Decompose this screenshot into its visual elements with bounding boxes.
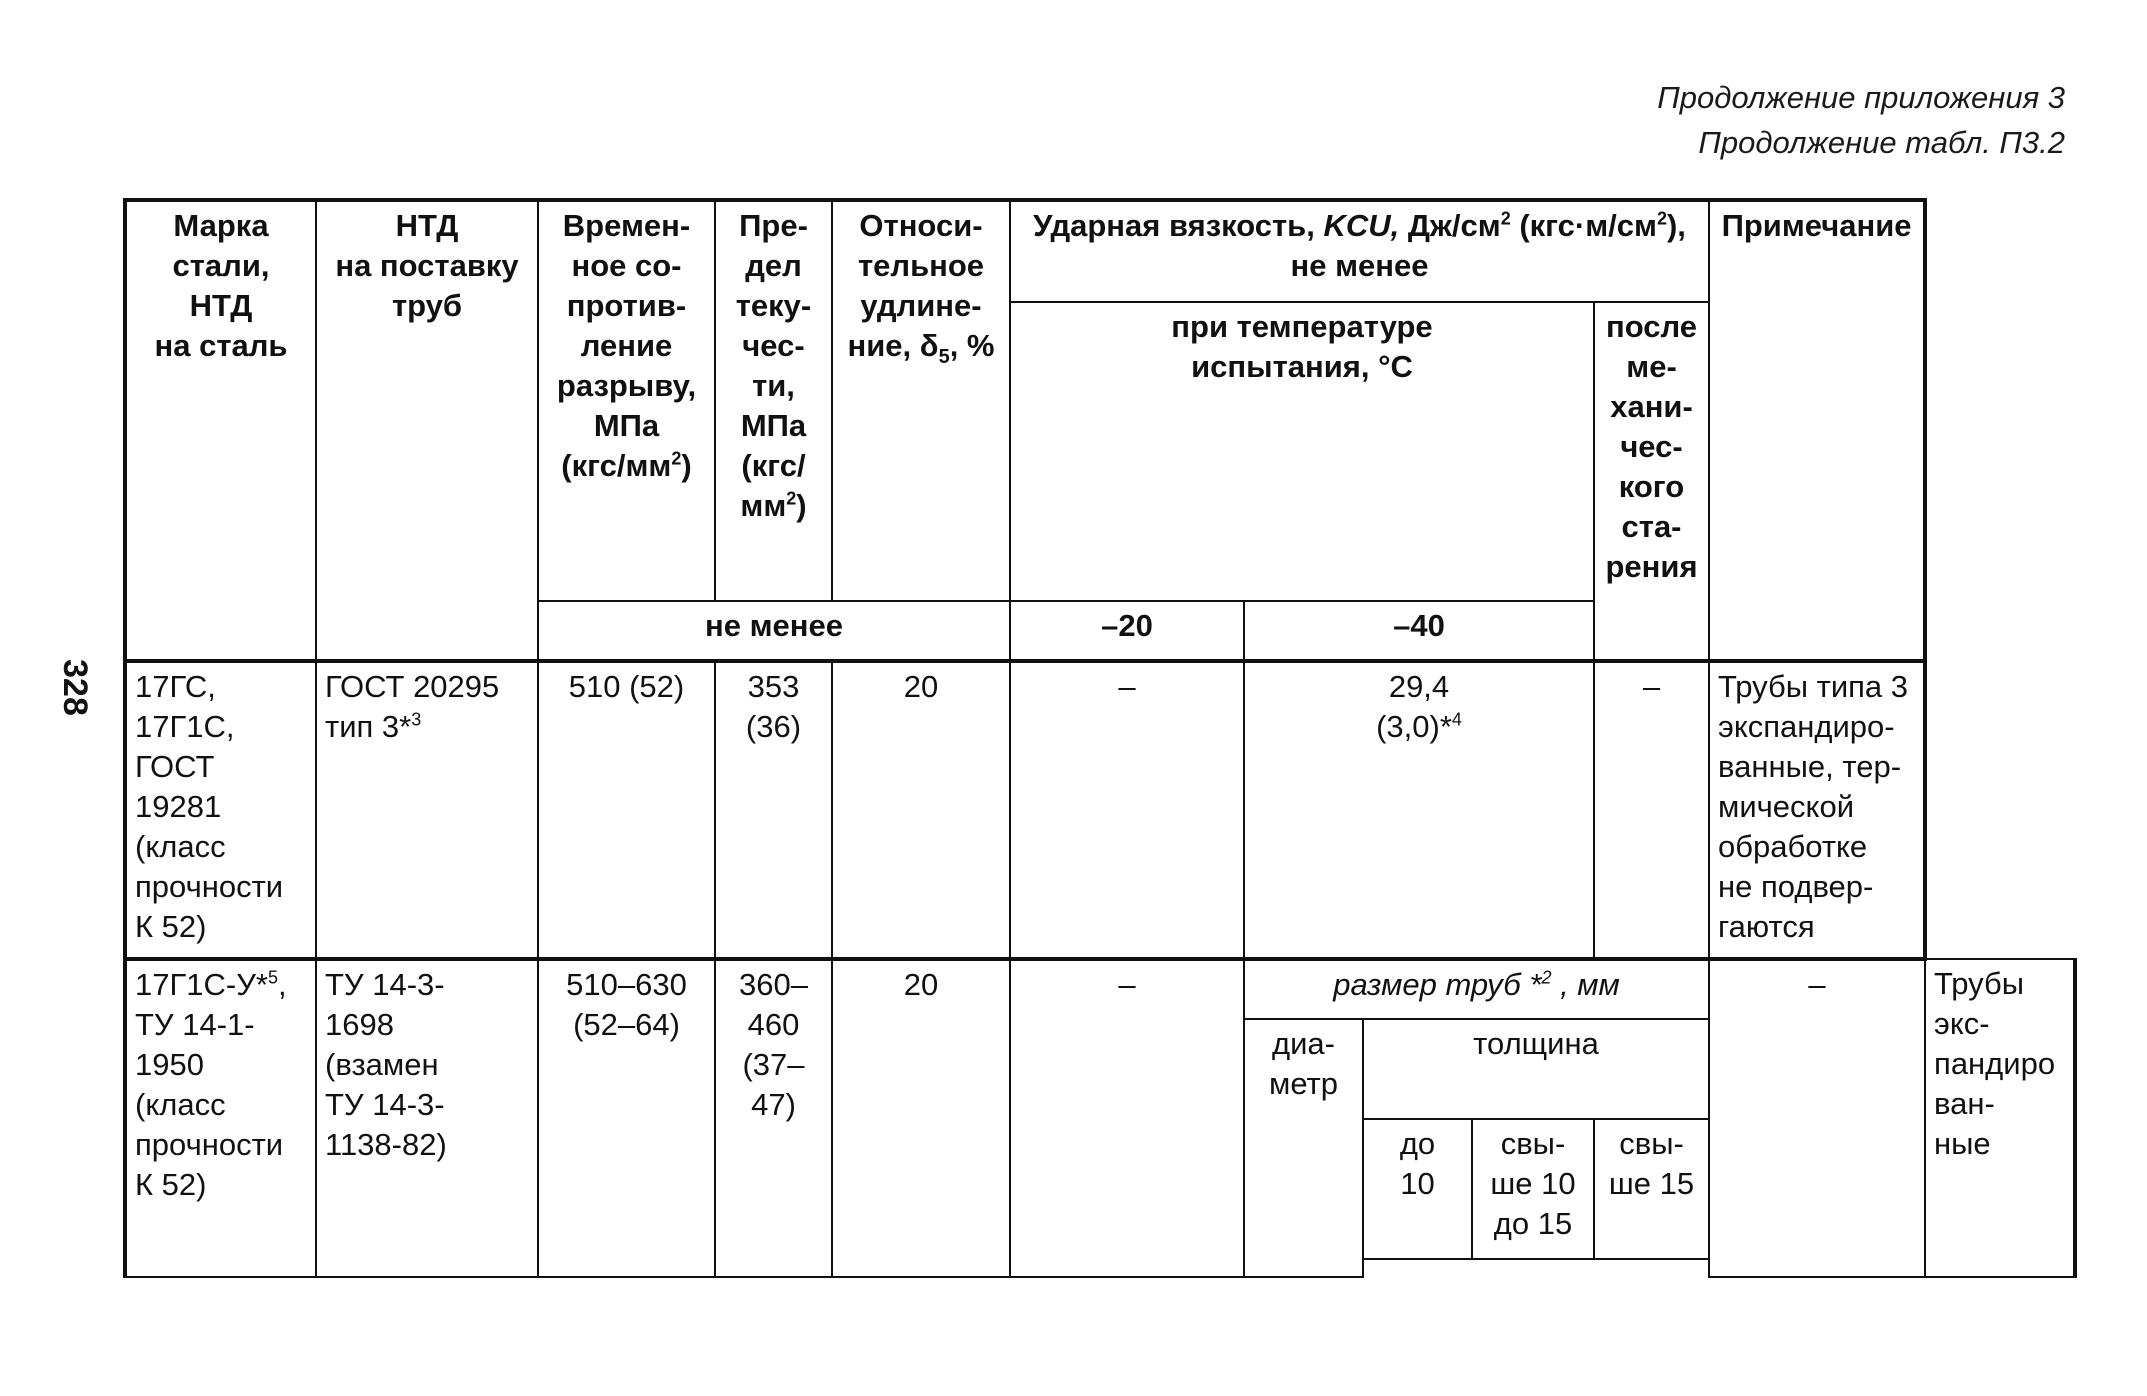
row2-elongation: 20 [832,959,1010,1278]
header-elongation: Относи- тельное удлине- ние, $\delta_5$, % [832,200,1010,601]
row1-impact-minus20: – [1010,661,1244,959]
header-impact-toughness: Ударная вязкость, KCU, $Дж/см^2$ $(кгс\cdot м/см^2)$, не менее [1010,200,1709,302]
header-tensile: Времен- ное со- против- ление разрыву, МПа $(кгс/мм^2)$ [538,200,715,601]
row1-note: Трубы типа 3 экспандиро- ванные, тер- мической обработке не подвер- гаются [1709,661,1925,959]
row2-impact-minus20: – [1010,959,1244,1278]
header-yield: Пре- дел теку- чес- ти, МПа (кгс/ $мм^2$) [715,200,832,601]
row2-grade: 17Г1С-У*$^5$, ТУ 14-1- 1950 (класс прочности К 52) [125,959,316,1278]
row2-tensile: 510–630 (52–64) [538,959,715,1278]
header-test-temperature: при температуре испытания, °С [1010,302,1594,601]
page-number: 328 [55,659,94,716]
steel-properties-table [123,198,2077,1278]
row1-elongation: 20 [832,661,1010,959]
row2-thickness: толщина [1363,1019,1709,1119]
row1-grade: 17ГС, 17Г1С, ГОСТ 19281 (класс прочности К 52) [125,661,316,959]
row2-after-aging: – [1709,959,1925,1278]
header-temp-minus40: –40 [1244,601,1594,661]
header-grade: Марка стали, НТД на сталь [125,200,316,661]
row1-yield: 353 (36) [715,661,832,959]
row2-thickness-upto10: до 10 [1363,1119,1472,1259]
header-temp-minus20: –20 [1010,601,1244,661]
row1-tensile: 510 (52) [538,661,715,959]
row2-pipe-size: размер труб *$^2$ , мм [1244,959,1709,1019]
header-note: Примечание [1709,200,1925,661]
row2-diameter: диа- метр [1244,1019,1363,1278]
row2-ntd: ТУ 14-3- 1698 (взамен ТУ 14-3- 1138-82) [316,959,538,1278]
row2-yield: 360– 460 (37– 47) [715,959,832,1278]
caption-table-continuation: Продолжение табл. П3.2 [1698,125,2065,160]
row1-ntd: ГОСТ 20295 тип 3*$^3$ [316,661,538,959]
row1-after-aging: – [1594,661,1709,959]
row1-impact-minus40: 29,4 (3,0)*$^4$ [1244,661,1594,959]
header-not-less: не менее [538,601,1010,661]
row2-note: Трубы экс- пандирован- ные [1925,959,2075,1278]
caption-appendix-continuation: Продолжение приложения 3 [1657,80,2065,115]
row2-thickness-10-to-15: свы- ше 10 до 15 [1472,1119,1594,1259]
row2-thickness-over15: свы- ше 15 [1594,1119,1709,1259]
header-after-aging: после ме- хани- чес- кого ста- рения [1594,302,1709,661]
header-ntd: НТД на поставку труб [316,200,538,661]
